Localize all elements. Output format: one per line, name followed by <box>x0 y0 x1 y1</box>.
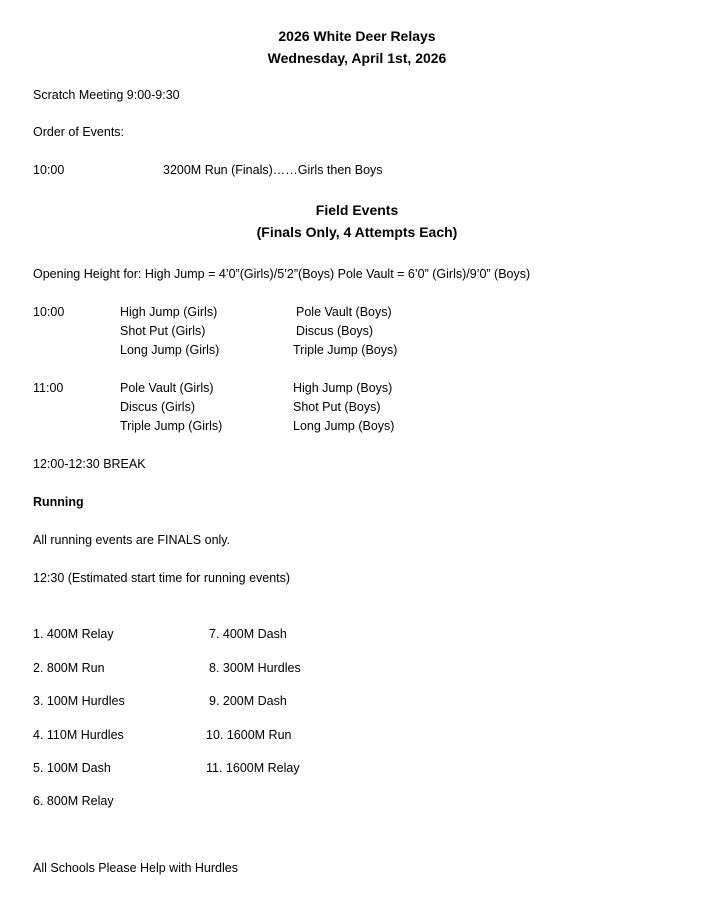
page-title: 2026 White Deer Relays <box>278 28 436 44</box>
session-boys-event: Triple Jump (Boys) <box>293 343 398 357</box>
running-event: 2. 800M Run <box>33 661 105 675</box>
first-event-time: 10:00 <box>33 163 65 177</box>
order-of-events-label: Order of Events: <box>33 125 125 139</box>
field-events-subheading: (Finals Only, 4 Attempts Each) <box>256 224 458 240</box>
session-time: 10:00 <box>33 305 65 319</box>
running-event: 8. 300M Hurdles <box>209 661 301 675</box>
session-girls-event: Triple Jump (Girls) <box>120 419 223 433</box>
first-event-name: 3200M Run (Finals)……Girls then Boys <box>163 163 383 177</box>
session-boys-event: Shot Put (Boys) <box>293 400 381 414</box>
session-boys-event: Discus (Boys) <box>296 324 374 338</box>
session-time: 11:00 <box>33 381 64 395</box>
running-event: 5. 100M Dash <box>33 761 111 775</box>
running-note: All running events are FINALS only. <box>33 533 231 547</box>
session-boys-event: Pole Vault (Boys) <box>296 305 392 319</box>
session-boys-event: Long Jump (Boys) <box>293 419 395 433</box>
running-start-time: 12:30 (Estimated start time for running events) <box>33 571 291 585</box>
field-events-heading: Field Events <box>315 202 399 218</box>
session-girls-event: Pole Vault (Girls) <box>120 381 214 395</box>
scratch-meeting-text: Scratch Meeting 9:00-9:30 <box>33 88 180 102</box>
break-text: 12:00-12:30 BREAK <box>33 457 146 471</box>
running-event: 6. 800M Relay <box>33 794 114 808</box>
running-heading: Running <box>33 495 84 509</box>
running-event: 3. 100M Hurdles <box>33 694 125 708</box>
running-event: 4. 110M Hurdles <box>33 728 124 742</box>
footer-note: All Schools Please Help with Hurdles <box>33 861 238 875</box>
event-date: Wednesday, April 1st, 2026 <box>267 50 447 66</box>
session-boys-event: High Jump (Boys) <box>293 381 393 395</box>
session-girls-event: Discus (Girls) <box>120 400 195 414</box>
running-event: 9. 200M Dash <box>209 694 287 708</box>
session-girls-event: High Jump (Girls) <box>120 305 218 319</box>
opening-height-text: Opening Height for: High Jump = 4’0”(Girls)/5’2”(Boys) Pole Vault = 6’0” (Girls)/9’0” (Boys) <box>33 267 531 281</box>
running-event: 10. 1600M Run <box>206 728 292 742</box>
running-event: 1. 400M Relay <box>33 627 114 641</box>
session-girls-event: Shot Put (Girls) <box>120 324 206 338</box>
running-event: 11. 1600M Relay <box>206 761 300 775</box>
session-girls-event: Long Jump (Girls) <box>120 343 220 357</box>
running-event: 7. 400M Dash <box>209 627 287 641</box>
